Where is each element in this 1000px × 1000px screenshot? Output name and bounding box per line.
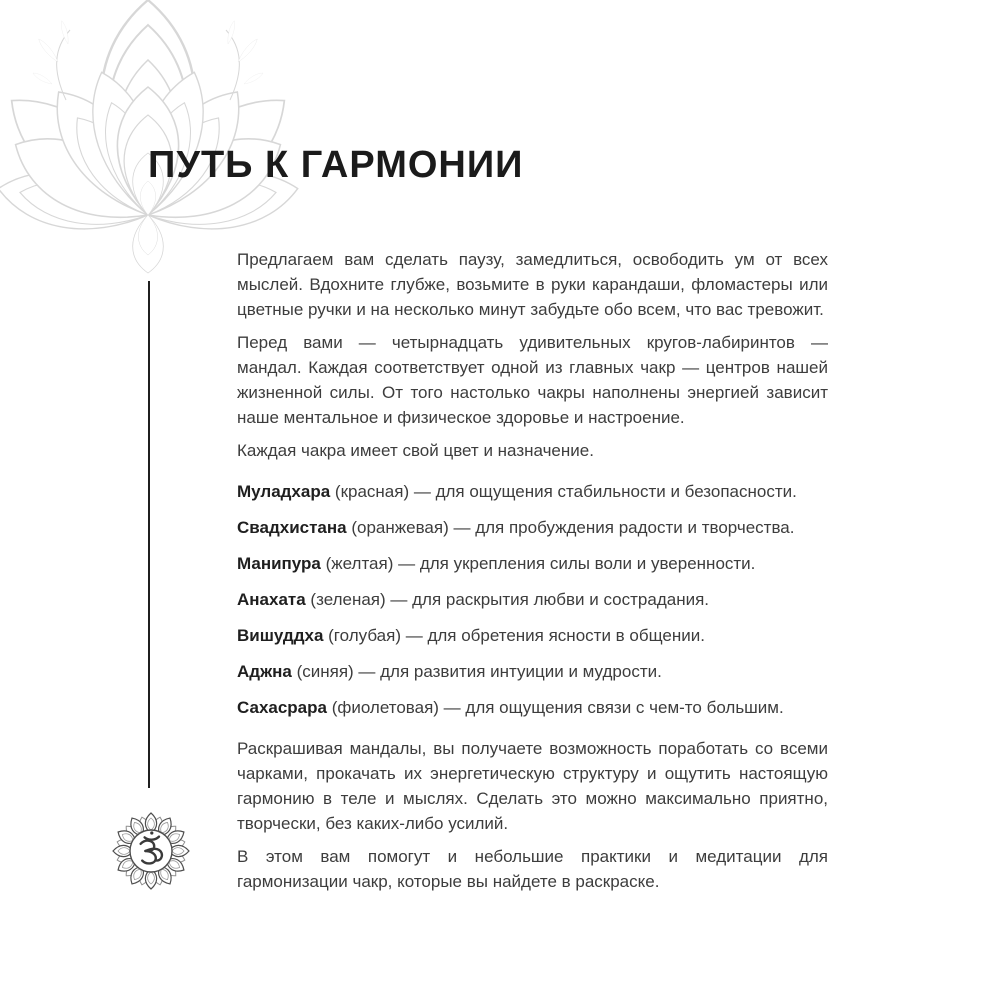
chakra-description: (синяя) — для развития интуиции и мудрости.	[291, 662, 662, 681]
chakra-name: Манипура	[237, 554, 321, 573]
chakra-name: Свадхистана	[237, 518, 347, 537]
paragraph-lead: Каждая чакра имеет свой цвет и назначение.	[237, 441, 594, 460]
chakra-list-item-manipura	[237, 551, 828, 576]
chakra-description: (желтая) — для укрепления силы воли и уверенности.	[320, 554, 756, 573]
paragraph-outro-1: Раскрашивая мандалы, вы получаете возможность поработать со всеми чарками, прокачать их энергетическую структуру и ощутить настоящую гармонию в теле и мыслях. Сделать это можно максимально приятно, творчески, без каких-либо усилий.	[237, 739, 828, 833]
paragraph-outro-2: В этом вам помогут и небольшие практики и медитации для гармонизации чакр, которые вы найдете в раскраске.	[237, 847, 828, 891]
chakra-list-item-vishuddha	[237, 623, 828, 648]
chakra-list-item-anahata	[237, 587, 828, 612]
chakra-description: (красная) — для ощущения стабильности и безопасности.	[330, 482, 797, 501]
chakra-name: Анахата	[237, 590, 306, 609]
om-icon	[111, 810, 191, 890]
paragraph-intro-2: Перед вами — четырнадцать удивительных кругов-лабиринтов — мандал. Каждая соответствует одной из главных чакр — центров нашей жизненной силы. От того настолько чакры наполнены энергией зависит наше ментальное и физическое здоровье и настроение.	[237, 333, 828, 427]
chakra-name: Вишуддха	[237, 626, 324, 645]
chakra-list-item-sahasrara	[237, 695, 828, 720]
chakra-name: Аджна	[237, 662, 292, 681]
chakra-description: (оранжевая) — для пробуждения радости и творчества.	[346, 518, 795, 537]
chakra-name: Муладхара	[237, 482, 331, 501]
chakra-list-item-ajna	[237, 659, 828, 684]
chakra-description: (голубая) — для обретения ясности в общении.	[323, 626, 705, 645]
content-column	[237, 247, 828, 902]
paragraph-intro-1: Предлагаем вам сделать паузу, замедлиться, освободить ум от всех мыслей. Вдохните глубже, возьмите в руки карандаши, фломастеры или цветные ручки и на несколько минут забудьте обо всем, что вас тревожит.	[237, 250, 828, 319]
page-title: ПУТЬ К ГАРМОНИИ	[148, 144, 524, 186]
vertical-divider-line	[148, 281, 150, 788]
chakra-list	[237, 479, 828, 720]
chakra-list-item-muladhara	[237, 479, 828, 504]
chakra-description: (зеленая) — для раскрытия любви и сострадания.	[305, 590, 710, 609]
chakra-list-item-svadhisthana	[237, 515, 828, 540]
chakra-description: (фиолетовая) — для ощущения связи с чем-то большим.	[326, 698, 784, 717]
chakra-name: Сахасрара	[237, 698, 327, 717]
